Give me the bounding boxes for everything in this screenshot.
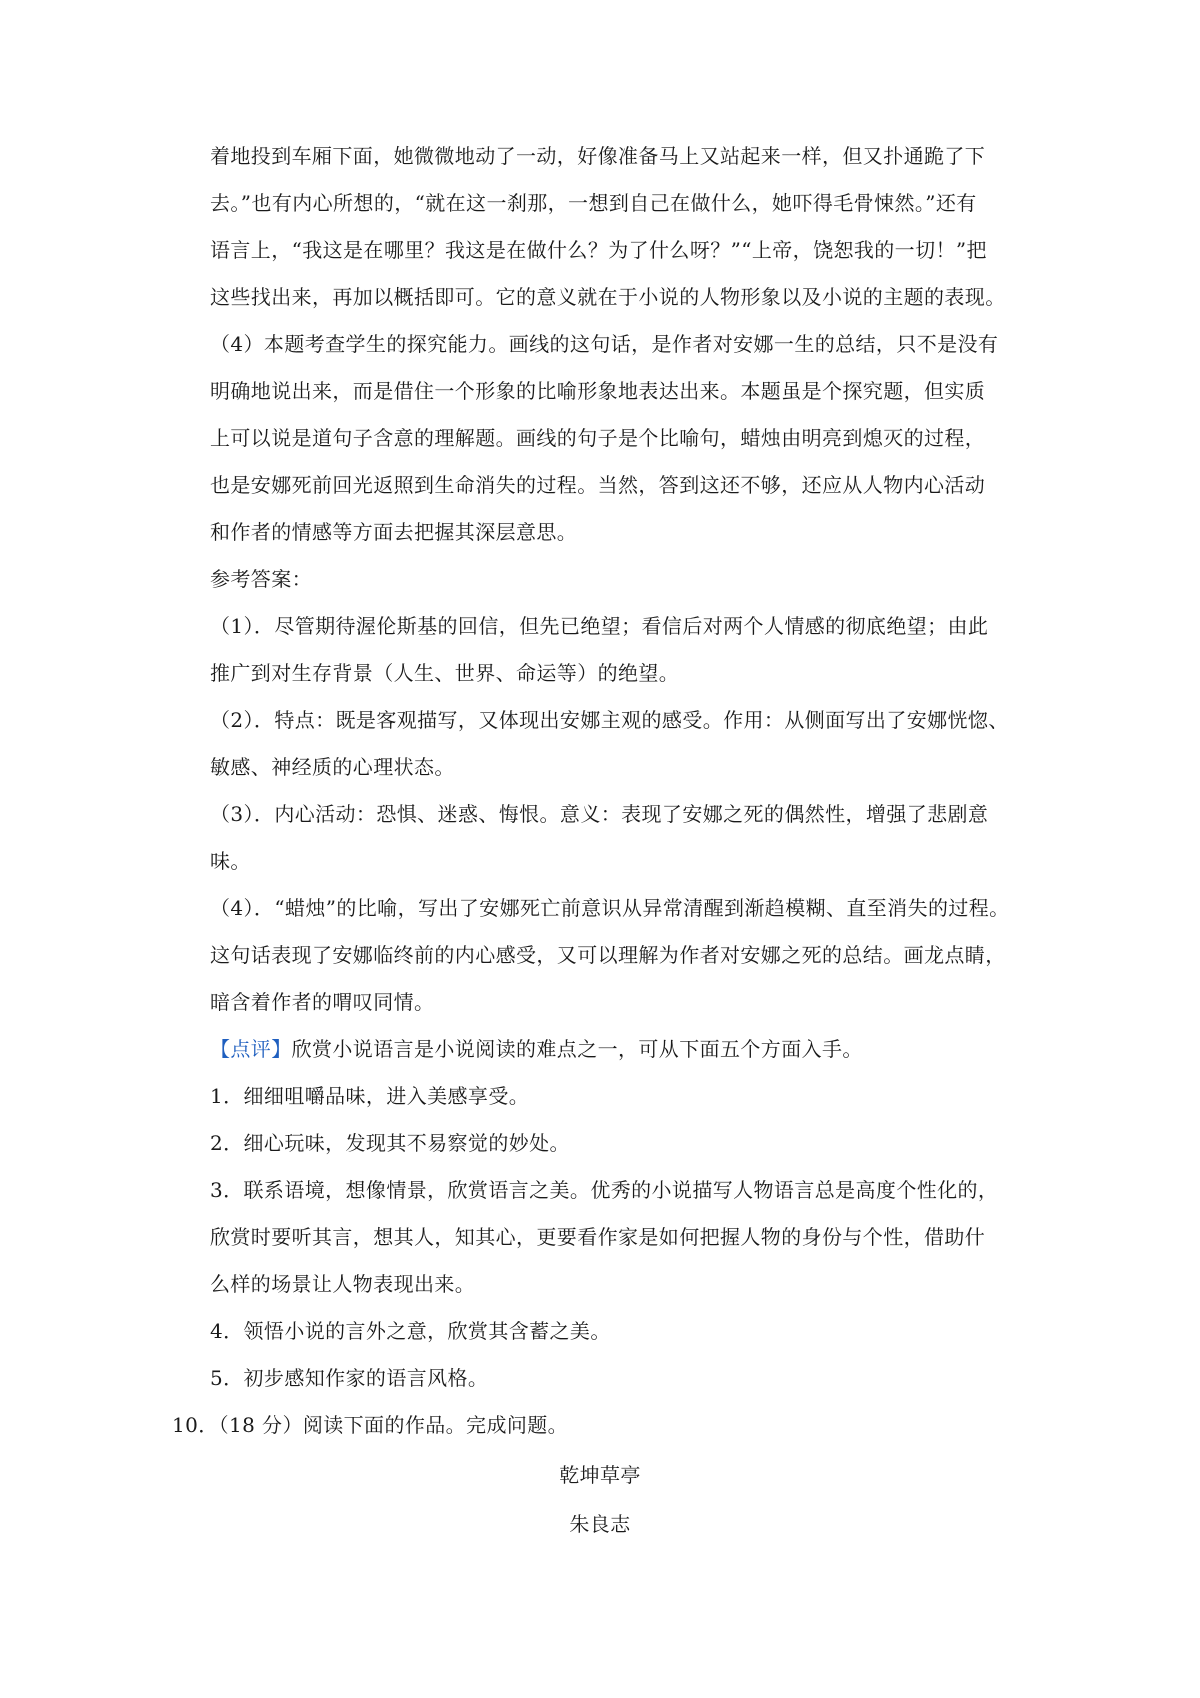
- question-10-stem: 10．（18 分）阅读下面的作品。完成问题。: [172, 1413, 569, 1437]
- answer-4-line: （4）．“蜡烛”的比喻，写出了安娜死亡前意识从异常清醒到渐趋模糊、直至消失的过程。: [210, 896, 1010, 920]
- answer-1-line: （1）．尽管期待渥伦斯基的回信，但先已绝望；看信后对两个人情感的彻底绝望；由此: [210, 614, 989, 638]
- answer-heading: 参考答案：: [210, 567, 312, 591]
- analysis-p3-line: 这些找出来，再加以概括即可。它的意义就在于小说的人物形象以及小说的主题的表现。: [210, 285, 1006, 309]
- analysis-p4-line: 和作者的情感等方面去把握其深层意思。: [210, 520, 578, 544]
- answer-2-line: （2）．特点：既是客观描写，又体现出安娜主观的感受。作用：从侧面写出了安娜恍惚、: [210, 708, 1009, 732]
- answer-1-line: 推广到对生存背景（人生、世界、命运等）的绝望。: [210, 661, 680, 685]
- comment-item-3-line: 欣赏时要听其言，想其人，知其心，更要看作家是如何把握人物的身份与个性，借助什: [210, 1225, 986, 1249]
- comment-item-5: 5．初步感知作家的语言风格。: [210, 1366, 489, 1390]
- comment-tag: 【点评】: [210, 1037, 292, 1061]
- comment-item-2: 2．细心玩味，发现其不易察觉的妙处。: [210, 1131, 570, 1155]
- analysis-p4-line: （4）本题考查学生的探究能力。画线的这句话，是作者对安娜一生的总结，只不是没有: [210, 332, 999, 356]
- answer-4-line: 暗含着作者的喟叹同情。: [210, 990, 435, 1014]
- analysis-p3-line: 语言上，“我这是在哪里？我这是在做什么？为了什么呀？”“上帝，饶恕我的一切！”把: [210, 238, 987, 262]
- comment-item-3-line: 3．联系语境，想像情景，欣赏语言之美。优秀的小说描写人物语言总是高度个性化的，: [210, 1178, 999, 1202]
- comment-intro: 欣赏小说语言是小说阅读的难点之一，可从下面五个方面入手。: [291, 1037, 863, 1061]
- analysis-p4-line: 明确地说出来，而是借住一个形象的比喻形象地表达出来。本题虽是个探究题，但实质: [210, 379, 986, 403]
- answer-4-line: 这句话表现了安娜临终前的内心感受，又可以理解为作者对安娜之死的总结。画龙点睛，: [210, 943, 1006, 967]
- comment-item-3-line: 么样的场景让人物表现出来。: [210, 1272, 476, 1296]
- comment-intro-line: [210, 1035, 863, 1063]
- answer-3-line: （3）．内心活动：恐惧、迷惑、悔恨。意义：表现了安娜之死的偶然性，增强了悲剧意: [210, 802, 989, 826]
- analysis-p4-line: 上可以说是道句子含意的理解题。画线的句子是个比喻句，蜡烛由明亮到熄灭的过程，: [210, 426, 986, 450]
- analysis-p3-line: 去。”也有内心所想的，“就在这一刹那，一想到自己在做什么，她吓得毛骨悚然。”还有: [210, 191, 977, 215]
- article-author: 朱良志: [569, 1512, 631, 1536]
- comment-item-1: 1．细细咀嚼品味，进入美感享受。: [210, 1084, 530, 1108]
- comment-item-4: 4．领悟小说的言外之意，欣赏其含蓄之美。: [210, 1319, 611, 1343]
- answer-2-line: 敏感、神经质的心理状态。: [210, 755, 455, 779]
- article-title: 乾坤草亭: [559, 1463, 641, 1487]
- answer-3-line: 味。: [210, 849, 251, 873]
- analysis-p4-line: 也是安娜死前回光返照到生命消失的过程。当然，答到这还不够，还应从人物内心活动: [210, 473, 986, 497]
- analysis-p3-line: 着地投到车厢下面，她微微地动了一动，好像准备马上又站起来一样，但又扑通跪了下: [210, 144, 986, 168]
